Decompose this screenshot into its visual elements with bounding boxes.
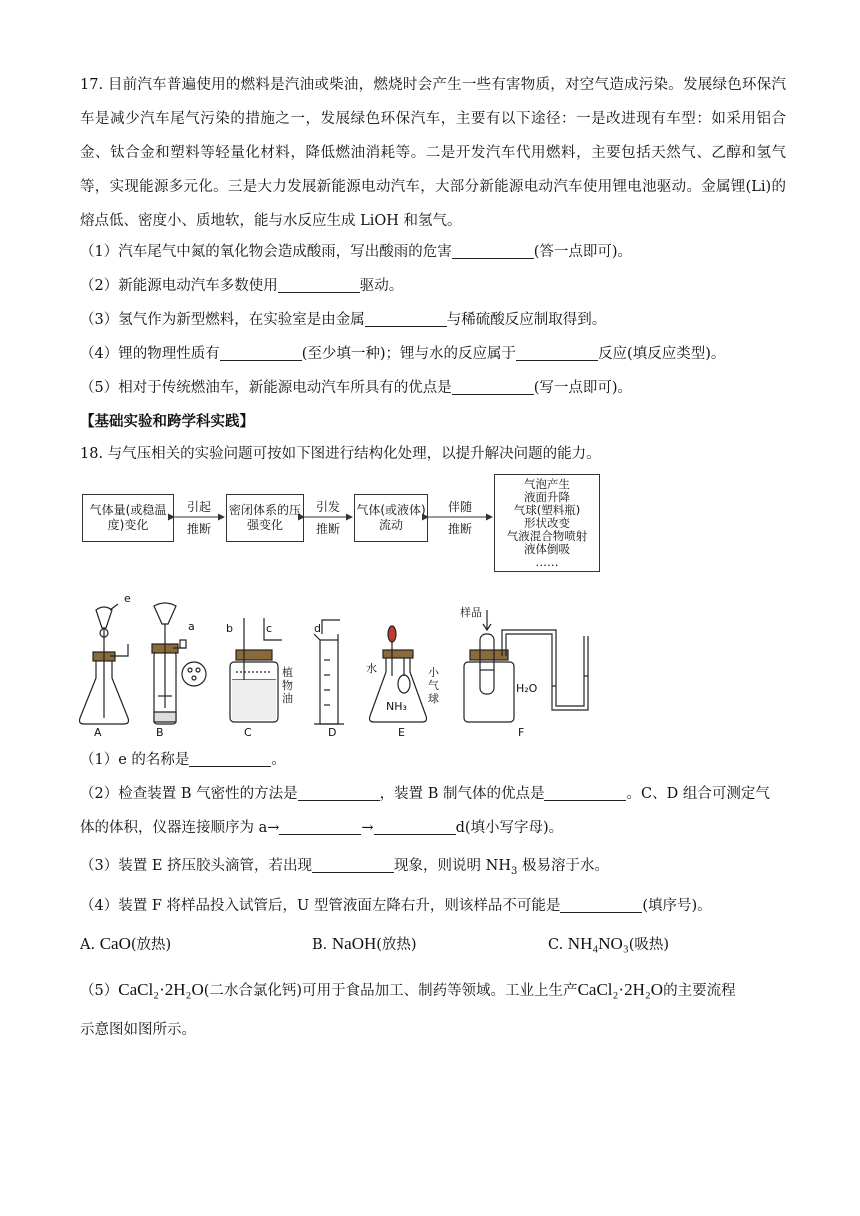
option-key: B. [312, 937, 328, 953]
flow-box-gas-amount: 气体量(或稳温度)变化 [82, 494, 174, 542]
arrow-label-cause: 引起 [186, 500, 211, 514]
q17-sub3-tail: 与稀硫酸反应制取得到。 [446, 312, 607, 328]
q18-sub5-line1 [80, 976, 786, 1004]
phenomenon-line: 液体倒吸 [524, 541, 570, 556]
arrow-label-trigger: 引发 [315, 500, 340, 514]
flow-box-pressure: 密闭体系的压强变化 [226, 494, 304, 542]
answer-blank[interactable] [189, 748, 271, 767]
oil-char: 油 [282, 692, 293, 705]
q18-sub3-text: （3）装置 E 挤压胶头滴管，若出现 [80, 858, 313, 874]
q18-sub5-mid: (二水合氯化钙)可用于食品加工、制药等领域。工业上生产 [203, 983, 578, 999]
option-formula: CaO [99, 934, 131, 953]
apparatus-labels [70, 592, 600, 742]
flow-arrows [0, 0, 860, 600]
arrow-label-infer: 推断 [315, 522, 340, 536]
formula-cacl2: CaCl₂·2H₂O [118, 980, 204, 999]
q17-sub1-tail: (答一点即可)。 [533, 244, 633, 260]
option-B[interactable] [312, 930, 417, 958]
phenomenon-line: 形状改变 [524, 515, 570, 530]
q18-sub1-text: （1）e 的名称是 [80, 752, 190, 768]
q17-sub4-mid: (至少填一种)；锂与水的反应属于 [301, 346, 517, 362]
option-C[interactable] [548, 930, 669, 958]
q18-sub5-tail: 的主要流程 [663, 983, 736, 999]
label-water: 水 [366, 662, 377, 675]
q18-sub3-mid: 现象，则说明 NH [394, 858, 511, 874]
subscript: 3 [510, 865, 518, 877]
oil-char: 植 [282, 666, 293, 679]
q18-sub1 [80, 746, 786, 774]
option-formula: NaOH [331, 934, 377, 953]
balloon-char: 球 [428, 692, 439, 705]
answer-blank[interactable] [560, 894, 642, 913]
balloon-char: 气 [428, 679, 439, 692]
q18-sub2-mid: ，装置 B 制气体的优点是 [379, 786, 545, 802]
q18-intro: 18. 与气压相关的实验问题可按如下图进行结构化处理，以提升解决问题的能力。 [80, 446, 601, 462]
option-key: C. [548, 937, 564, 953]
label-D: D [328, 726, 337, 739]
label-B: B [156, 726, 164, 739]
label-F: F [518, 726, 525, 739]
phenomenon-line: 气泡产生 [524, 476, 570, 491]
option-key: A. [80, 937, 96, 953]
q18-sub2-line2 [80, 814, 786, 842]
option-note: (放热) [376, 937, 417, 953]
arrow-symbol: → [361, 820, 374, 836]
label-b: b [226, 622, 233, 635]
q17-sub2-text: （2）新能源电动汽车多数使用 [80, 278, 278, 294]
q18-sub2-line2-tail: d(填小写字母)。 [455, 820, 564, 836]
q17-sub5-tail: (写一点即可)。 [533, 380, 633, 396]
q18-sub4-text: （4）装置 F 将样品投入试管后，U 型管液面左降右升，则该样品不可能是 [80, 898, 561, 914]
label-A: A [94, 726, 102, 739]
answer-blank[interactable] [298, 782, 380, 801]
answer-blank[interactable] [312, 854, 394, 873]
phenomenon-line: 液面升降 [524, 489, 570, 504]
option-note: (吸热) [628, 937, 670, 953]
q18-sub4-tail: (填序号)。 [642, 898, 712, 914]
q17-sub1-text: （1）汽车尾气中氮的氧化物会造成酸雨，写出酸雨的危害 [80, 244, 452, 260]
q17-sub5-text: （5）相对于传统燃油车，新能源电动汽车所具有的优点是 [80, 380, 452, 396]
q18-sub4 [80, 892, 786, 920]
label-nh3: NH₃ [386, 700, 407, 713]
label-sample: 样品 [460, 606, 482, 619]
arrow-label-infer: 推断 [186, 522, 211, 536]
q18-sub2-line2-text: 体的体积，仪器连接顺序为 a→ [80, 820, 280, 836]
q17-sub2-tail: 驱动。 [359, 278, 404, 294]
label-E: E [398, 726, 405, 739]
q18-sub2-line1 [80, 780, 786, 808]
q17-sub4-tail: 反应(填反应类型)。 [598, 346, 726, 362]
q18-sub2-text: （2）检查装置 B 气密性的方法是 [80, 786, 298, 802]
label-a: a [188, 620, 195, 633]
arrow-label-accompany: 伴随 [447, 500, 472, 514]
option-formula: NH₄NO₃ [567, 934, 629, 953]
phenomenon-line: 气球(塑料瓶) [513, 502, 581, 517]
q18-sub5-text: （5） [80, 983, 119, 999]
phenomenon-line: …… [535, 554, 559, 569]
formula-cacl2: CaCl₂·2H₂O [577, 980, 664, 999]
q18-sub5-line2: 示意图如图所示。 [80, 1022, 196, 1038]
oil-char: 物 [282, 679, 293, 692]
option-note: (放热) [130, 937, 172, 953]
q18-sub3-tail: 极易溶于水。 [517, 858, 609, 874]
q18-sub3 [80, 852, 786, 880]
answer-blank[interactable] [279, 816, 361, 835]
q17-intro: 17. 目前汽车普遍使用的燃料是汽油或柴油，燃烧时会产生一些有害物质，对空气造成污染。发展绿色环保汽车是减少汽车尾气污染的措施之一，发展绿色环保汽车，主要有以下途径：一是改进现有车型：如采用铝合金、钛合金和塑料等轻量化材料，降低燃油消耗等。二是开发汽车代用燃料，主要包括天然气、乙醇和氢气等，实现能源多元化。三是大力发展新能源电动汽车，大部分新能源电动汽车使用锂电池驱动。金属锂(Li)的熔点低、密度小、质地软，能与水反应生成 LiOH 和氢气。 [80, 77, 786, 229]
answer-blank[interactable] [374, 816, 456, 835]
label-C: C [244, 726, 252, 739]
label-oil [282, 666, 293, 705]
option-A[interactable] [80, 930, 171, 958]
q17-sub3-text: （3）氢气作为新型燃料，在实验室是由金属 [80, 312, 365, 328]
section-heading: 【基础实验和跨学科实践】 [80, 414, 254, 430]
answer-blank[interactable] [544, 782, 626, 801]
balloon-char: 小 [428, 666, 439, 679]
label-d: d [314, 622, 321, 635]
q18-sub1-tail: 。 [271, 752, 286, 768]
phenomenon-line: 气液混合物喷射 [506, 528, 588, 543]
q18-sub2-tail: 。C、D 组合可测定气 [626, 786, 770, 802]
arrow-label-infer: 推断 [447, 522, 472, 536]
label-h2o: H₂O [516, 682, 538, 695]
flow-box-flow: 气体(或液体)流动 [354, 494, 428, 542]
q17-sub4-text: （4）锂的物理性质有 [80, 346, 220, 362]
label-e: e [124, 592, 131, 605]
label-c: c [266, 622, 273, 635]
label-balloon [428, 666, 439, 705]
